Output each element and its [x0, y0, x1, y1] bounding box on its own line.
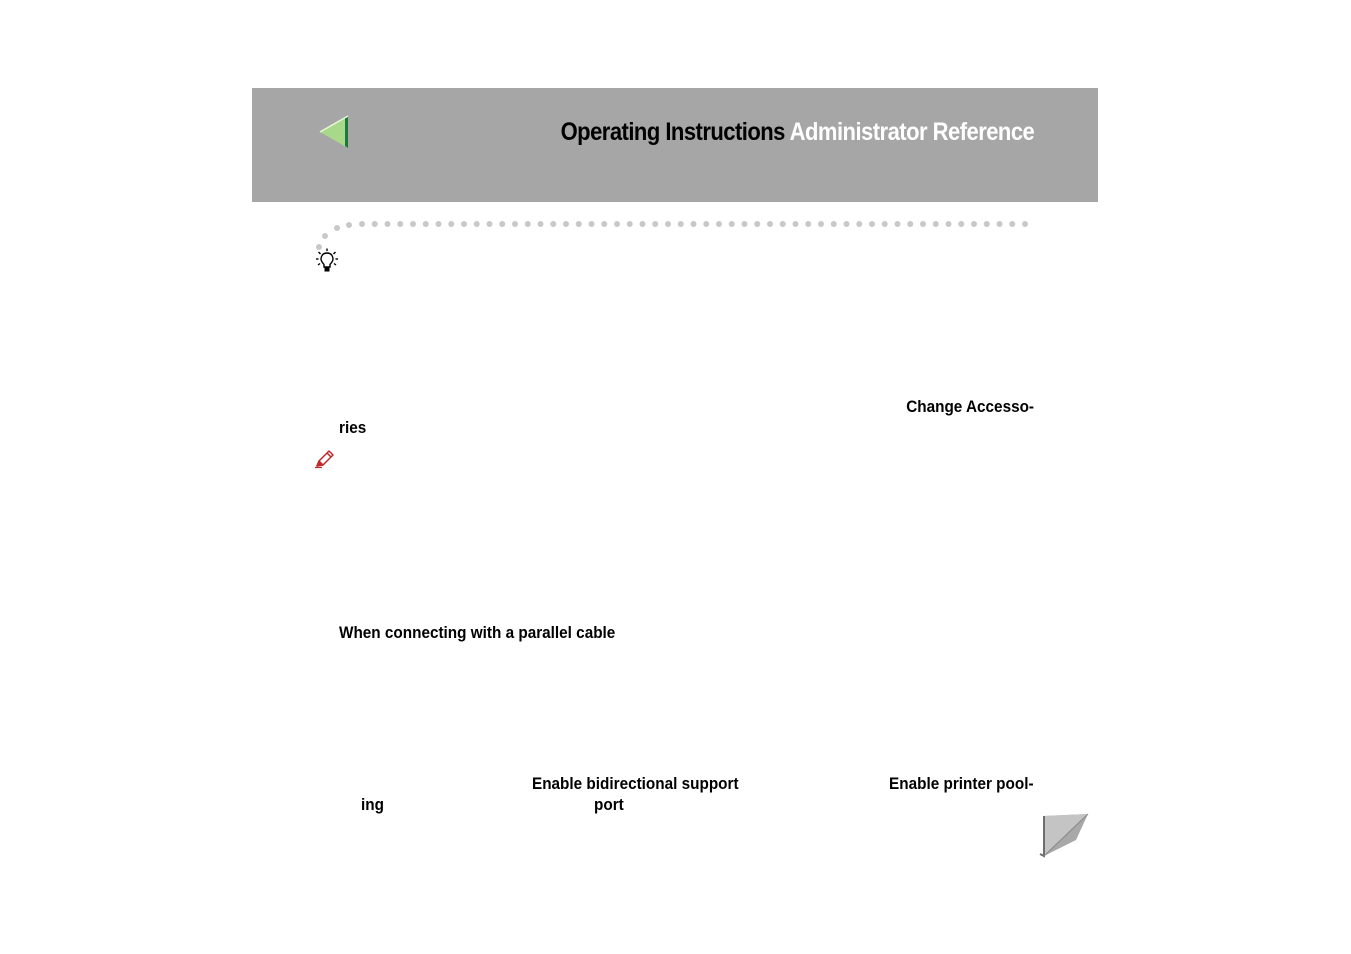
divider-dot	[895, 221, 901, 227]
body-text-bidirectional: Enable bidirectional support	[532, 774, 739, 793]
divider-dot	[1009, 221, 1015, 227]
divider-dot	[512, 221, 518, 227]
divider-dot	[933, 221, 939, 227]
divider-dot	[550, 221, 556, 227]
pencil-note-icon	[314, 449, 336, 469]
body-text-change-accessories: Change Accesso-	[906, 397, 1034, 416]
divider-dot	[601, 221, 607, 227]
divider-dot	[436, 221, 442, 227]
divider-dot	[691, 221, 697, 227]
divider-dot	[716, 221, 722, 227]
body-text-printer-pooling: Enable printer pool-	[889, 774, 1034, 793]
divider-dot	[461, 221, 467, 227]
divider-dot	[729, 221, 735, 227]
dotted-divider	[312, 214, 1042, 254]
page-header	[252, 88, 1098, 202]
page-title	[560, 118, 1034, 147]
divider-dot	[346, 222, 352, 228]
divider-dot	[538, 221, 544, 227]
divider-dot	[971, 221, 977, 227]
body-text-parallel-cable: When connecting with a parallel cable	[339, 623, 616, 642]
divider-dot	[984, 221, 990, 227]
divider-dot	[780, 221, 786, 227]
divider-dot	[627, 221, 633, 227]
divider-dot	[805, 221, 811, 227]
divider-dot	[334, 225, 340, 231]
divider-dot	[499, 221, 505, 227]
divider-dot	[946, 221, 952, 227]
title-main: Operating Instructions	[560, 118, 785, 146]
divider-dot	[474, 221, 480, 227]
divider-dot	[844, 221, 850, 227]
divider-dot	[703, 221, 709, 227]
divider-dot	[640, 221, 646, 227]
divider-dot	[678, 221, 684, 227]
divider-dot	[831, 221, 837, 227]
divider-dot	[410, 221, 416, 227]
body-text-change-accessories-cont: ries	[339, 418, 367, 437]
divider-dot	[359, 221, 365, 227]
divider-dot	[818, 221, 824, 227]
divider-dot	[907, 221, 913, 227]
divider-dot	[589, 221, 595, 227]
divider-dot	[652, 221, 658, 227]
divider-dot	[920, 221, 926, 227]
divider-dot	[869, 221, 875, 227]
title-sub: Administrator Reference	[789, 118, 1034, 146]
divider-dot	[793, 221, 799, 227]
divider-dot	[958, 221, 964, 227]
divider-dot	[448, 221, 454, 227]
divider-dot	[397, 221, 403, 227]
divider-dot	[563, 221, 569, 227]
divider-dot	[525, 221, 531, 227]
divider-dot	[487, 221, 493, 227]
divider-dot	[576, 221, 582, 227]
divider-dot	[1022, 221, 1028, 227]
divider-dot	[856, 221, 862, 227]
body-text-printer-pooling-cont: ing	[361, 795, 384, 814]
previous-page-icon[interactable]	[318, 114, 354, 150]
lightbulb-tip-icon	[315, 248, 339, 274]
divider-dot	[665, 221, 671, 227]
body-text-port: port	[594, 795, 624, 814]
divider-dot	[742, 221, 748, 227]
next-page-icon[interactable]	[1038, 810, 1090, 858]
divider-dot	[754, 221, 760, 227]
divider-dot	[423, 221, 429, 227]
divider-dot	[997, 221, 1003, 227]
divider-dot	[614, 221, 620, 227]
divider-dot	[385, 221, 391, 227]
divider-dot	[767, 221, 773, 227]
divider-dot	[322, 233, 328, 239]
divider-dot	[372, 221, 378, 227]
divider-dot	[882, 221, 888, 227]
